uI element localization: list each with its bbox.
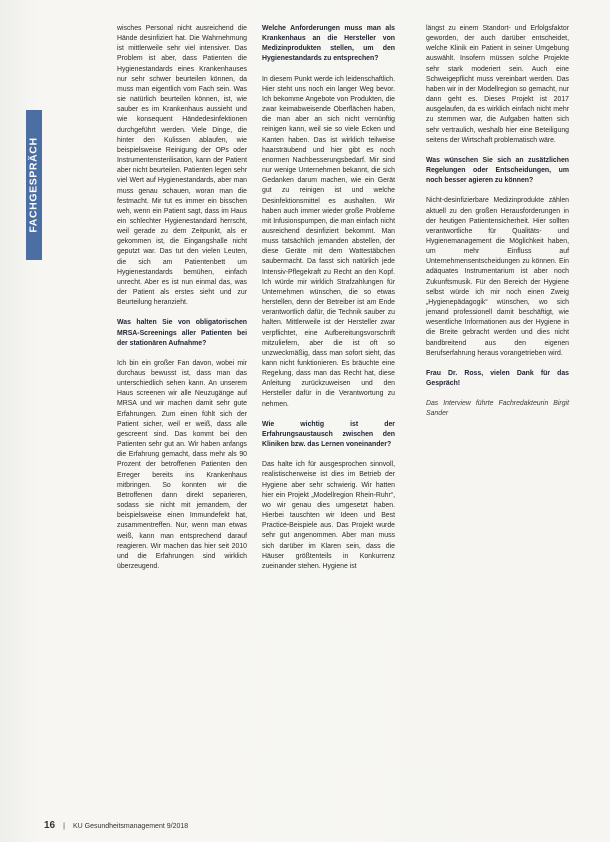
answer-paragraph: Ich bin ein großer Fan davon, wobei mir durchaus bewusst ist, dass man das unterschiedlich sehen kann. An unserem Haus screenen wir alle Neuzugänge auf MRSA und wir machen damit sehr gute Erfahrungen. Zum einen fühlt sich der Patient sicher, weil er weiß, dass alle gescreent sind. Das kommt bei den Patienten sehr gut an. Wir haben anfangs die Erfahrung gemacht, dass mehr als 90 Prozent der betroffenen Patienten den Erreger bereits ins Krankenhaus mitbringen. So konnten wir die Betroffenen dann direkt separieren, sodass sie nicht mit jemandem, der beispielsweise einen Immundefekt hat, zusammentreffen. Nur, wenn man etwas weiß, kann man entsprechend darauf reagieren. Wir machen das hier seit 2010 und die Erfahrungen sind wirklich überzeugend. <box>117 359 247 570</box>
section-label-text: FACHGESPRÄCH <box>28 137 41 233</box>
answer-paragraph: wisches Personal nicht ausreichend die Hände desinfiziert hat. Die Wahrnehmung ist mittlerweile sehr viel intensiver. Das Problem ist aber, dass Patienten die Hygienestandards eines Krankenhauses nur sehr schwer beurteilen können, da muss man eigentlich vom Fach sein. Was sie natürlich beurteilen können, ist, wie sauber es im Krankenhaus aussieht und wie konsequent Händedesinfektionen durchgeführt werden. Viele Dinge, die hinter den Kulissen ablaufen, wie beispielsweise Reinigung der OPs oder Instrumentensterilisation, kann der Patient aber nicht beurteilen. Patienten legen sehr viel Wert auf Hygienestandards, aber man muss genau schauen, woran man die festmacht. Mir tut es immer ein bisschen weh, wenn ein Patient sagt, dass im Haus ein schlechter Hygienestandard herrscht, weil gerade zu dem Zeitpunkt, als er gekommen ist, die Eingangshalle nicht geputzt war. Das tut den vielen Leuten, die sich am Patientenbett um Hygienestandards bemühen, einfach unrecht. Aber es ist nun einmal das, was der Patient als erstes sieht und zur Beurteilung heranzieht. <box>117 25 247 307</box>
footer-separator: | <box>63 823 65 830</box>
interview-question: Was halten Sie von obligatorischen MRSA-Screenings aller Patienten bei der stationären Aufnahme? <box>117 319 247 347</box>
text-column-3 <box>426 24 569 429</box>
interview-question: Wie wichtig ist der Erfahrungsaustausch zwischen den Kliniken bzw. das Lernen voneinander? <box>262 420 395 449</box>
page-number: 16 <box>44 820 56 831</box>
answer-paragraph: längst zu einem Standort- und Erfolgsfaktor geworden, der auch darüber entscheidet, welche Klinik ein Patient in seiner Umgebung auswählt. Insofern müssen solche Projekte sehr stark moderiert sein. Auch eine Schweigepflicht muss vereinbart werden. Das haben wir in der Modellregion so gemacht, nur dann geht es. Dieses Projekt ist 2017 ausgelaufen, da es wirklich einfach nicht mehr zu stemmen war, die Aufgaben hatten sich sehr vertraulich, weshalb hier eine Beteiligung seitens der Wirtschaft problematisch wäre. <box>426 25 569 144</box>
section-label <box>26 110 42 260</box>
text-column-2 <box>262 24 395 582</box>
text-column-1 <box>117 24 247 582</box>
publication-name: KU Gesundheitsmanagement 9/2018 <box>72 823 189 830</box>
answer-paragraph: Das halte ich für ausgesprochen sinnvoll, realistischerweise ist dies im Betrieb der Hygiene aber sehr schwierig. Wir hatten hier ein Projekt „Modellregion Rhein-Ruhr“, wo wir genau dies umgesetzt haben. Hierbei tauschten wir Ideen und Best Practice-Beispiele aus. Das Projekt wurde sehr gut angenommen. Aber man muss sich darüber im Klaren sein, dass die Häuser größtenteils in Konkurrenz zueinander stehen. Hygiene ist <box>262 461 395 570</box>
interview-question: Welche Anforderungen muss man als Krankenhaus an die Hersteller von Medizinprodukten stellen, um den Hygienestandards zu entsprechen? <box>262 25 395 63</box>
interview-question: Frau Dr. Ross, vielen Dank für das Gespräch! <box>426 369 569 387</box>
interview-credit: Das Interview führte Fachredakteurin Birgit Sander <box>426 400 569 418</box>
page-footer <box>44 820 188 831</box>
answer-paragraph: In diesem Punkt werde ich leidenschaftlich. Hier steht uns noch ein langer Weg bevor. Ich bekomme Angebote von Produkten, die zwar keimabweisende Oberflächen haben, die man aber an sich nicht vernünftig reinigen kann, weil sie so viele Ecken und Kanten haben. Das ist wirklich teilweise haarsträubend und hier gibt es noch enormen Nachbesserungsbedarf. Mir sind nur wenige Unternehmen bekannt, die sich Gedanken darum machen, wie ein Gerät gut zu reinigen ist und welche Desinfektionsmittel es aushalten. Wir haben auch immer wieder große Probleme mit Infusionspumpen, die man einfach nicht ausreichend desinfiziert bekommt. Man muss tatsächlich jemanden abstellen, der diese Geräte mit dem Wattestäbchen saubermacht. Da fasst sich natürlich jede Intensiv-Pflegekraft zu Recht an den Kopf. Ich würde mir wirklich Strafzahlungen für Unternehmen wünschen, die so etwas herstellen, denn der Betreiber ist am Ende verantwortlich dafür, die Technik sauber zu halten. Mittlerweile ist der Hersteller zwar verpflichtet, eine Aufbereitungsvorschrift mitzuliefern, aber die ist oft so unzweckmäßig, dass man sofort sieht, das kann nicht funktionieren. Es bräuchte eine Regelung, dass man das Recht hat, diese Anleitung zurückzuweisen und den Hersteller dafür in die Verantwortung zu nehmen. <box>262 75 395 408</box>
answer-paragraph: Nicht-desinfizierbare Medizinprodukte zählen aktuell zu den großen Herausforderungen in der heutigen Patientensicherheit. Hier sollten verantwortliche für Qualitäts- und Hygienemanagement die Möglichkeit haben, um mehr Einfluss auf Unternehmensentscheidungen zu können. Ein adäquates Instrumentarium ist aber noch Zukunftsmusik. Für den Bereich der Hygiene selbst würde ich mir noch einen Zweig „Hygienepädagogik“ wünschen, wo sich jemand professionell damit beschäftigt, wie wesentliche Informationen aus der Hygiene in die Breite gebracht werden und dies nicht bandbreitend aus den eigenen Berufserfahrung heraus vorangetrieben wird. <box>426 197 569 357</box>
interview-question: Was wünschen Sie sich an zusätzlichen Regelungen oder Entscheidungen, um noch besser agieren zu können? <box>426 156 569 185</box>
